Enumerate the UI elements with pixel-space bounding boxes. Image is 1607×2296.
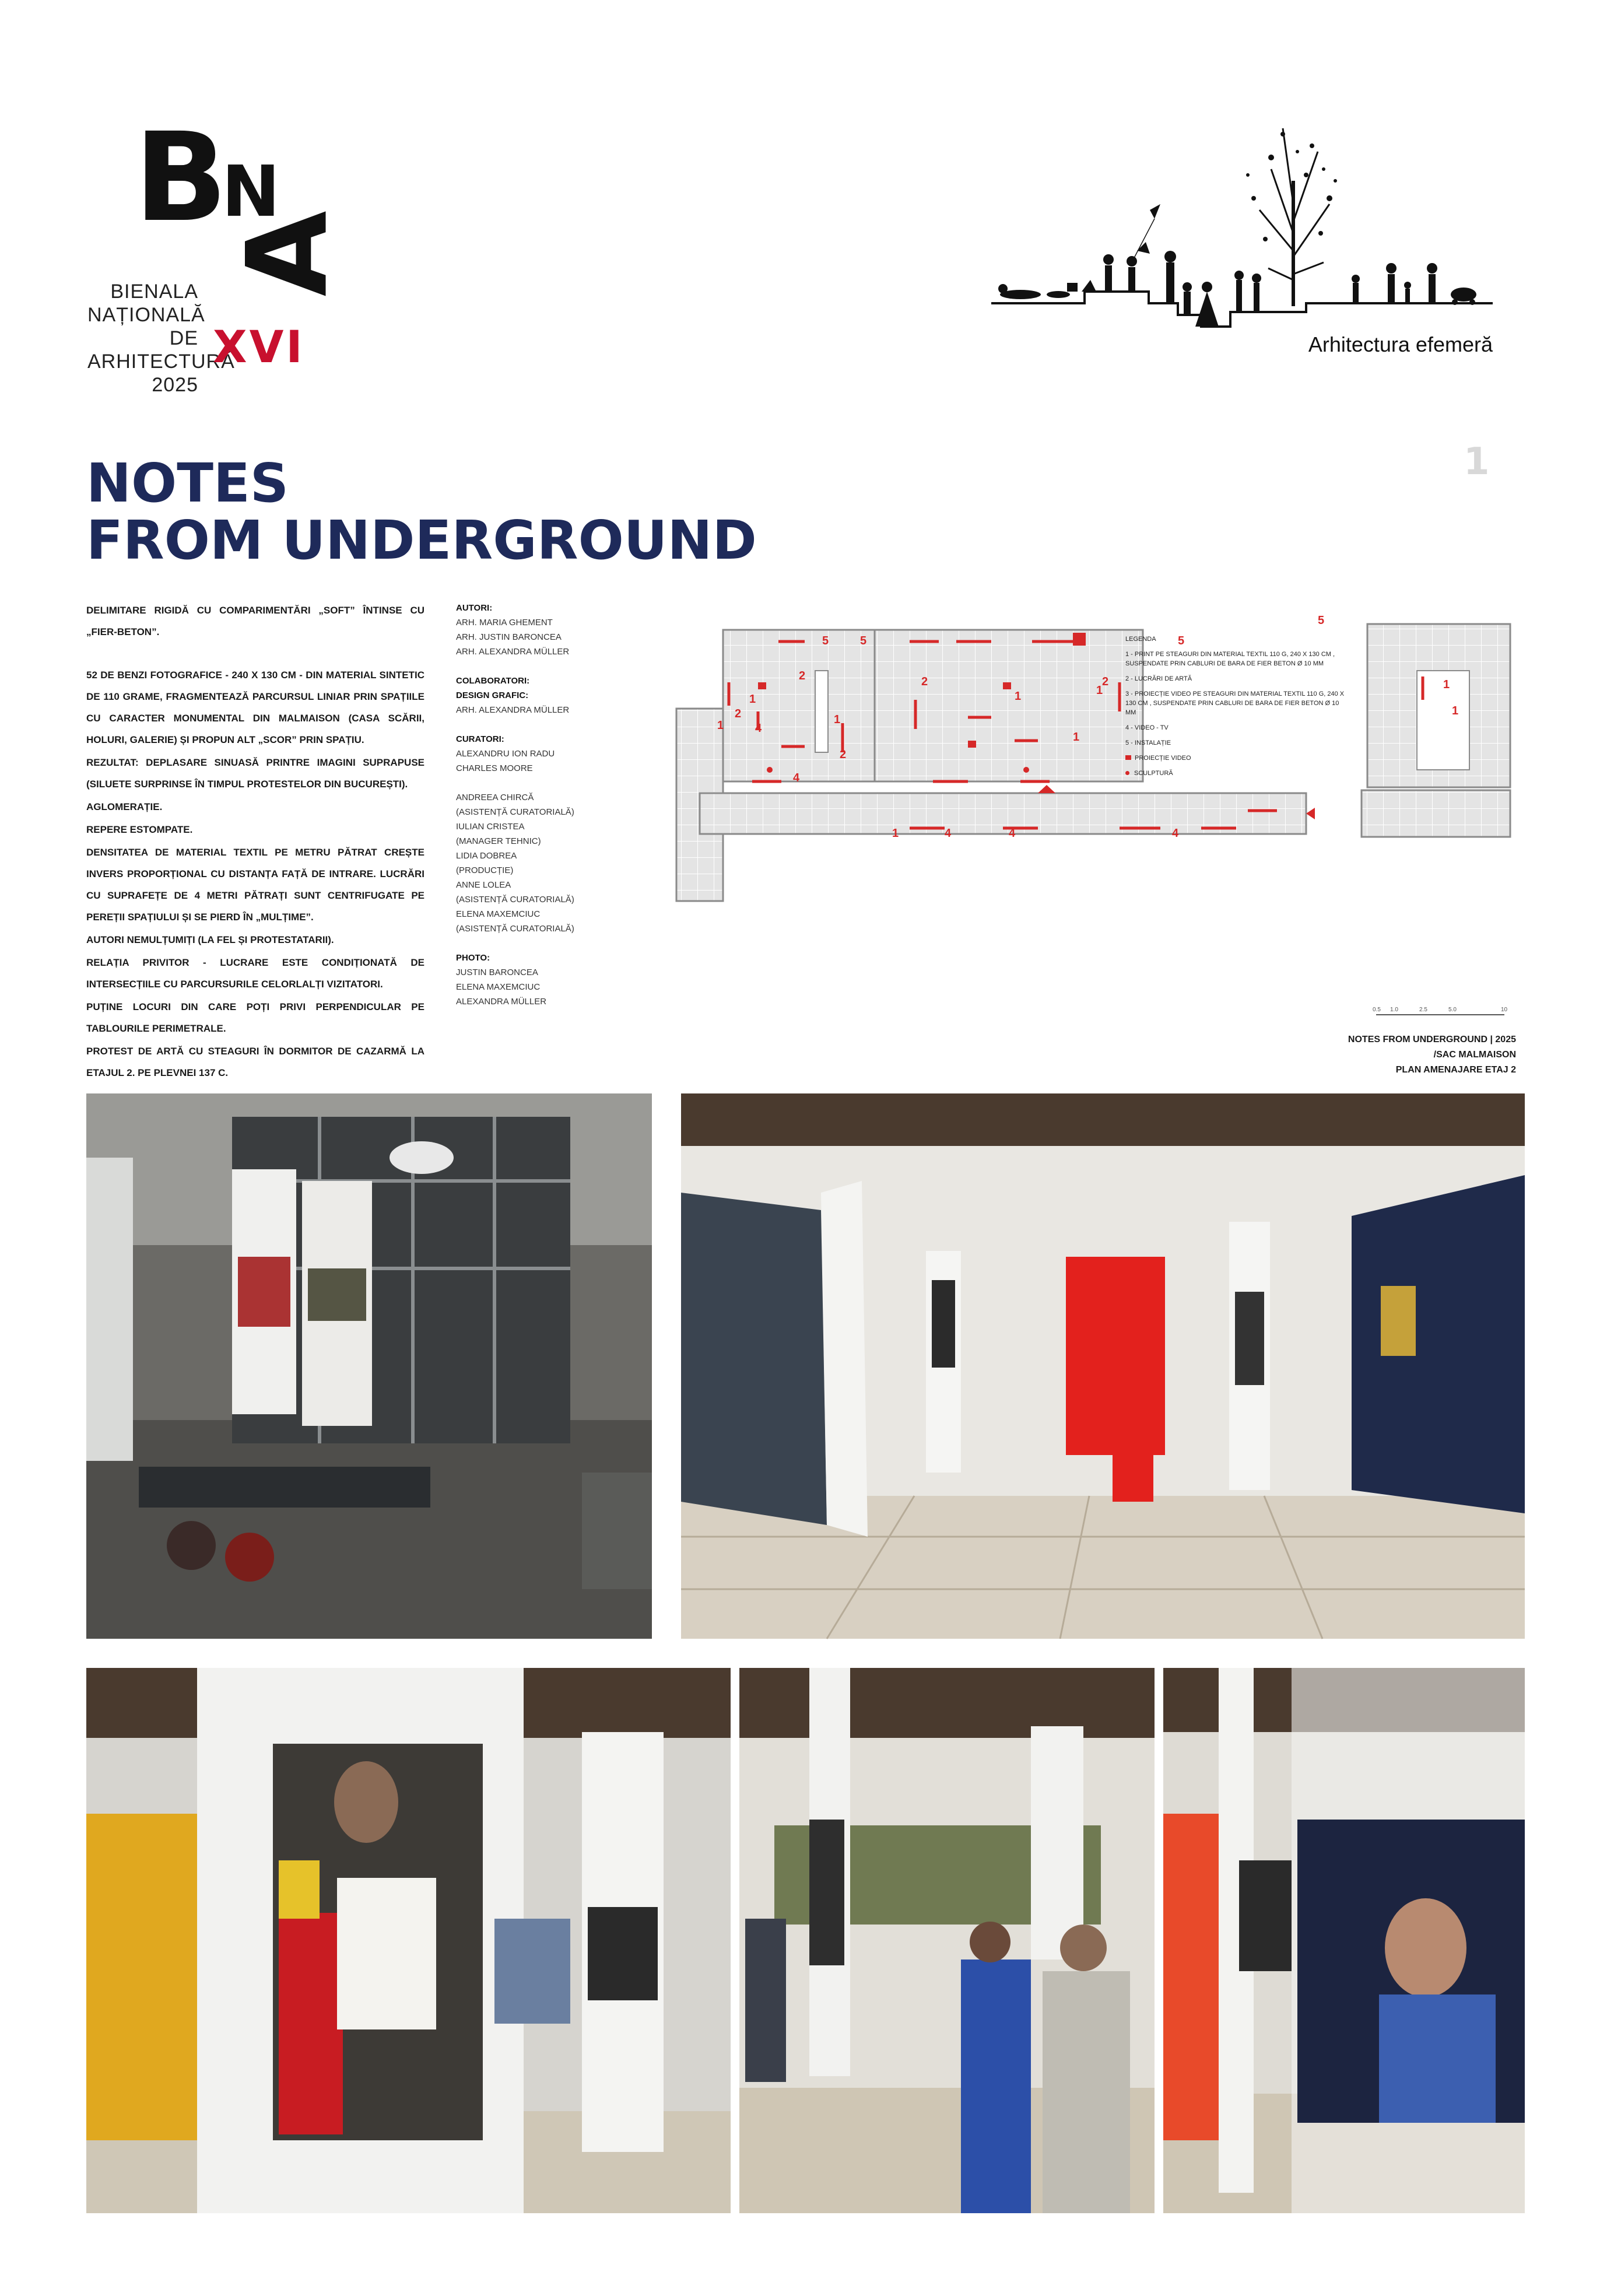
desc-paragraph: REZULTAT: DEPLASARE SINUASĂ PRINTRE IMAGINI SUPRAPUSE (SILUETE SURPRINSE ÎN TIMPUL PROTESTELOR DIN BUCUREȘTI). bbox=[86, 757, 424, 790]
plan-zone-label: 2 bbox=[921, 675, 928, 688]
legend-item: 1 - PRINT PE STEAGURI DIN MATERIAL TEXTIL 110 G, 240 X 130 CM , SUSPENDATE PRIN CABLURI DE BARA DE FIER BETON Ø 10 MM bbox=[1125, 651, 1335, 667]
plan-zone-label: 1 bbox=[717, 719, 724, 732]
legend-item: 5 - INSTALAȚIE bbox=[1125, 739, 1171, 746]
plan-zone-label: 1 bbox=[1015, 690, 1022, 703]
desc-paragraph: AUTORI NEMULȚUMIȚI (LA FEL ȘI PROTESTATARII). bbox=[86, 934, 334, 945]
desc-paragraph: DENSITATEA DE MATERIAL TEXTIL PE METRU PĂTRAT CREȘTE INVERS PROPORȚIONAL CU DISTANȚA FAȚĂ DE INTRARE. LUCRĂRI CU SUPRAFEȚE DE 4 METRI PĂTRAȚI SUNT CENTRIFUGATE PE PEREȚII SPAȚIULUI ȘI SE PIERD ÎN „MULȚIME”. bbox=[86, 847, 424, 923]
scale-tick-label: 0.5 bbox=[1373, 1007, 1381, 1013]
plan-zone-label: 1 bbox=[1452, 704, 1459, 717]
plan-zone-label: 1 bbox=[1096, 684, 1103, 697]
legend-item: SCULPTURĂ bbox=[1125, 769, 1347, 778]
project-description bbox=[86, 600, 424, 1085]
edition-number: XVI bbox=[213, 321, 305, 373]
plan-zone-label: 2 bbox=[799, 669, 806, 682]
theme-illustration bbox=[980, 117, 1493, 356]
photo-banners-protest-portrait bbox=[86, 1668, 731, 2213]
desc-paragraph: PUȚINE LOCURI DIN CARE POȚI PRIVI PERPENDICULAR PE TABLOURILE PERIMETRALE. bbox=[86, 1001, 424, 1034]
photo-visitors-gallery bbox=[739, 1668, 1155, 2213]
legend-item: 3 - PROIECȚIE VIDEO PE STEAGURI DIN MATERIAL TEXTIL 110 G, 240 X 130 CM , SUSPENDATE PRIN CABLURI DE BARA DE FIER BETON Ø 10 MM bbox=[1125, 690, 1345, 716]
title-line-2: FROM UNDERGROUND bbox=[86, 509, 757, 572]
photo-entrance-hall bbox=[86, 1093, 652, 1639]
desc-paragraph: 52 DE BENZI FOTOGRAFICE - 240 X 130 CM - DIN MATERIAL SINTETIC DE 110 GRAME, FRAGMENTEAZĂ PARCURSUL LINIAR PRIN SPAȚIILE CU CARACTER MONUMENTAL DIN MALMAISON (CASA SCĂRII, HOLURI, GALERIE) ȘI PROPUN ALT „SCOR” PRIN SPAȚIU. bbox=[86, 669, 424, 745]
legend-item: 4 - VIDEO - TV bbox=[1125, 724, 1169, 731]
scale-tick-label: 1.0 bbox=[1390, 1007, 1398, 1013]
scale-tick-label: 2.5 bbox=[1419, 1007, 1427, 1013]
plan-zone-label: 2 bbox=[840, 748, 847, 761]
logo-text: BIENALA NAȚIONALĂ DE ARHITECTURĂ 2025 bbox=[87, 281, 235, 396]
credits: AUTORI: ARH. MARIA GHEMENT ARH. JUSTIN BARONCEA ARH. ALEXANDRA MÜLLER COLABORATORI: DESIGN GRAFIC: ARH. ALEXANDRA MÜLLER CURATORI: ALEXANDRU ION RADU CHARLES MOORE ANDREEA CHIRCĂ (ASISTENȚĂ CURATORIALĂ) IULIAN CRISTEA (MANAGER TEHNIC) LIDIA DOBREA (PRODUCȚIE) ANNE LOLEA (ASISTENȚĂ CURATORIALĂ) ELENA MAXEMCIUC (ASISTENȚĂ CURATORIALĂ) PHOTO: JUSTIN BARONCEA ELENA MAXEMCIUC ALEXANDRA MÜLLER bbox=[456, 603, 574, 1007]
logo-letter-a: A bbox=[223, 211, 352, 297]
plan-caption: NOTES FROM UNDERGROUND | 2025 /SAC MALMAISON PLAN AMENAJARE ETAJ 2 bbox=[1348, 1035, 1516, 1075]
people-on-stairs-icon bbox=[980, 117, 1493, 350]
scale-tick-label: 10 bbox=[1501, 1007, 1508, 1013]
plan-zone-label: 1 bbox=[892, 827, 899, 840]
photo-banners-night-protest bbox=[1163, 1668, 1525, 2213]
desc-paragraph: AGLOMERAȚIE. bbox=[86, 801, 163, 812]
title-line-1: NOTES bbox=[86, 452, 289, 514]
theme-label: Arhitectura efemeră bbox=[1308, 332, 1493, 356]
desc-paragraph: DELIMITARE RIGIDĂ CU COMPARIMENTĂRI „SOFT” ÎNTINSE CU „FIER-BETON”. bbox=[86, 605, 424, 637]
legend-title: LEGENDA bbox=[1125, 636, 1156, 643]
legend-item: 2 - LUCRĂRI DE ARTĂ bbox=[1125, 675, 1192, 682]
plan-zone-label: 2 bbox=[735, 707, 742, 720]
logo-letter-n: N bbox=[222, 152, 280, 233]
desc-paragraph: PROTEST DE ARTĂ CU STEAGURI ÎN DORMITOR DE CAZARMĂ LA ETAJUL 2. PE PLEVNEI 137 C. bbox=[86, 1046, 424, 1078]
plan-zone-label: 4 bbox=[1009, 827, 1016, 840]
plan-zone-label: 4 bbox=[945, 827, 952, 840]
plan-legend bbox=[1125, 635, 1347, 784]
logo-letter-b: B bbox=[134, 106, 228, 249]
page-number: 1 bbox=[1464, 440, 1490, 483]
bna-logo bbox=[87, 106, 352, 408]
plan-zone-label: 4 bbox=[793, 772, 800, 784]
plan-zone-label: 1 bbox=[1443, 678, 1450, 691]
sculpture-icon bbox=[1125, 771, 1129, 775]
floor-plan bbox=[665, 612, 1516, 1013]
plan-zone-label: 5 bbox=[1318, 614, 1325, 627]
desc-paragraph: REPERE ESTOMPATE. bbox=[86, 824, 193, 835]
plan-zone-label: 1 bbox=[1073, 731, 1080, 744]
legend-item: PROIECȚIE VIDEO bbox=[1125, 753, 1347, 763]
plan-zone-label: 5 bbox=[860, 635, 867, 647]
photo-gallery-red-door bbox=[681, 1093, 1525, 1639]
projector-icon bbox=[1125, 755, 1131, 760]
plan-zone-label: 1 bbox=[834, 713, 841, 726]
plan-zone-label: 5 bbox=[822, 635, 829, 647]
page-title bbox=[86, 452, 786, 572]
desc-paragraph: RELAȚIA PRIVITOR - LUCRARE ESTE CONDIȚIONATĂ DE INTERSECȚIILE CU PARCURSURILE CELORLALȚI VIZITATORI. bbox=[86, 957, 424, 990]
plan-zone-label: 5 bbox=[1178, 635, 1185, 647]
scale-tick-label: 5.0 bbox=[1448, 1007, 1457, 1013]
floor-plan-drawing bbox=[665, 612, 1516, 1013]
plan-zone-label: 4 bbox=[755, 722, 762, 735]
plan-zone-label: 4 bbox=[1172, 827, 1179, 840]
plan-zone-label: 2 bbox=[1102, 675, 1109, 688]
plan-zone-label: 1 bbox=[749, 693, 756, 706]
